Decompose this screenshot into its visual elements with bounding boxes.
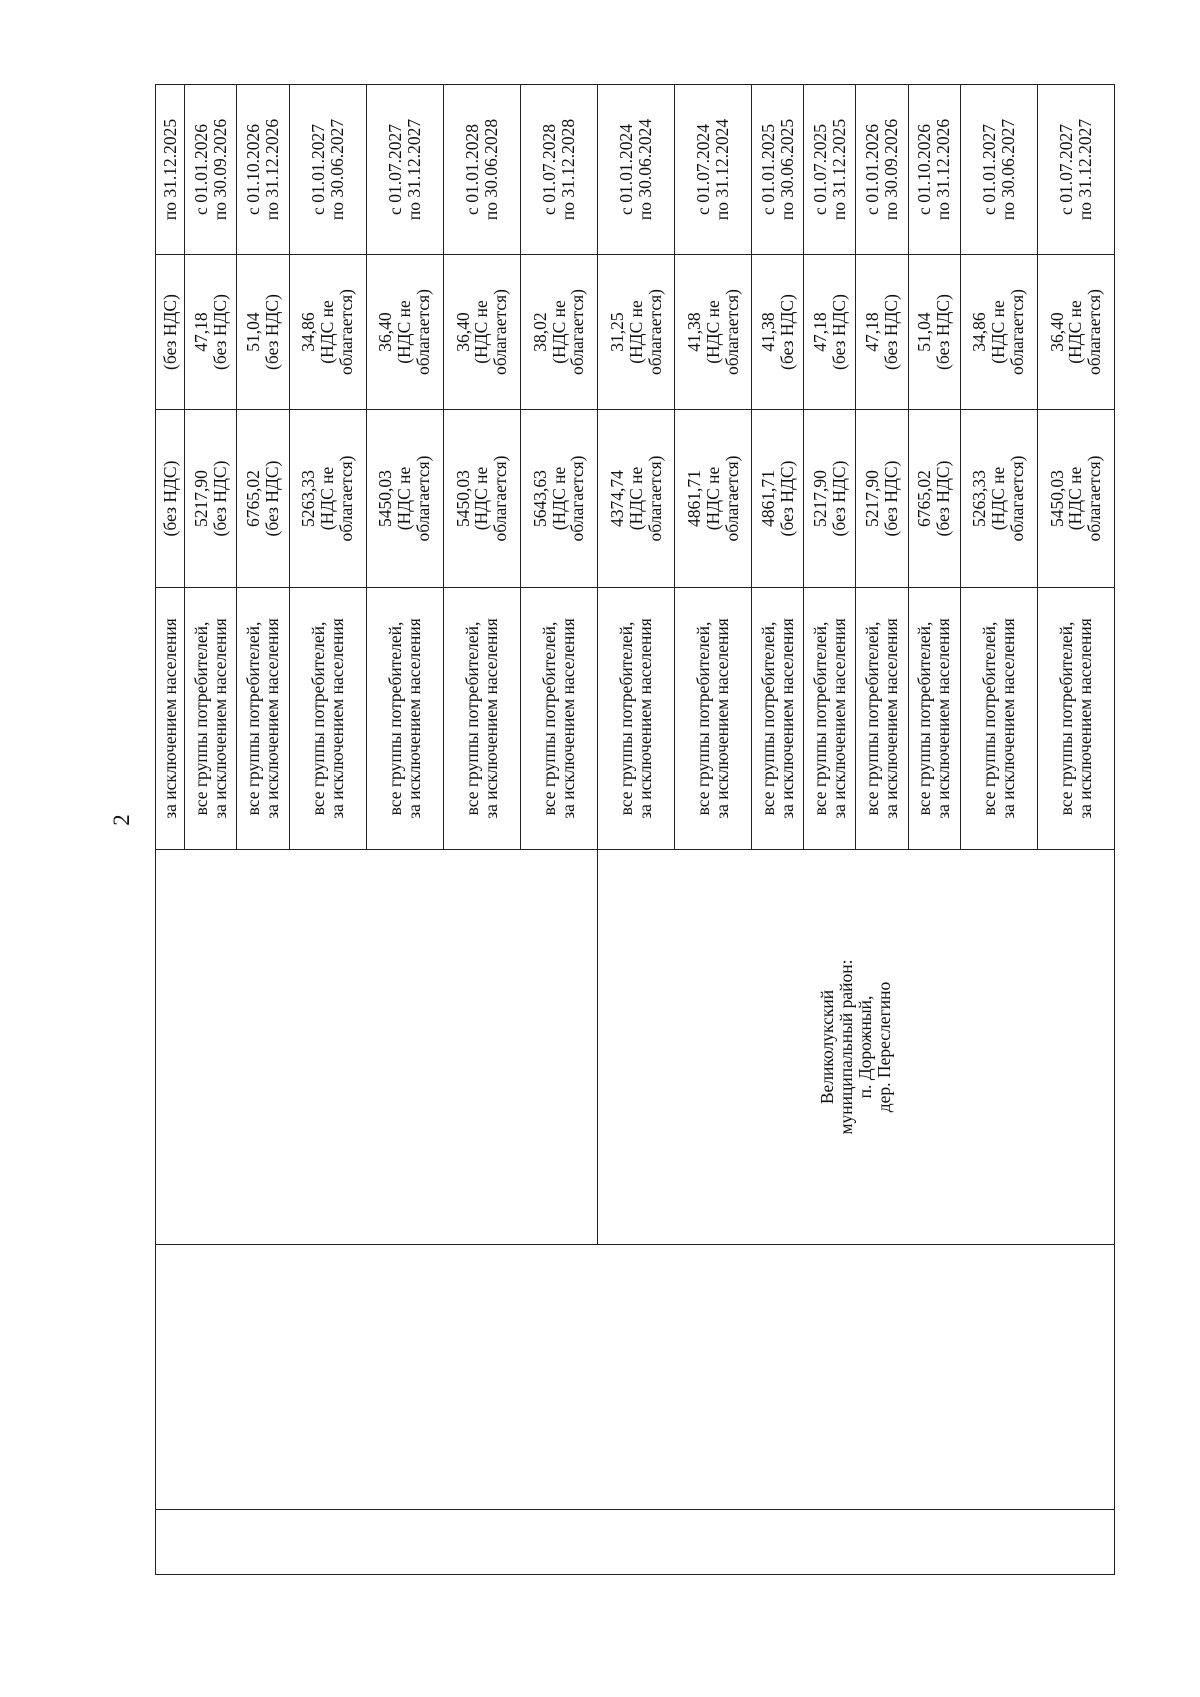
period-cell xyxy=(598,85,675,255)
consumer-group-cell-line: все группы потребителей, xyxy=(616,621,637,816)
tariff-value-cell-line: облагается) xyxy=(490,455,511,542)
consumer-group-cell xyxy=(1037,588,1114,850)
rate-value-cell-line: 38,02 xyxy=(529,312,550,352)
municipality-cell-line: муниципальный район: xyxy=(836,959,857,1135)
tariff-value-cell-line: 4861,71 xyxy=(757,470,778,527)
tariff-value-cell xyxy=(960,410,1037,588)
tariff-value-cell-line: (НДС не xyxy=(988,466,1009,531)
rate-value-cell-line: облагается) xyxy=(644,289,665,375)
rate-value-cell-line: (без НДС) xyxy=(159,294,180,370)
consumer-group-cell-line: за исключением населения xyxy=(635,618,656,819)
tariff-value-cell-line: 5450,03 xyxy=(452,470,473,527)
consumer-group-cell-line: за исключением населения xyxy=(480,618,501,819)
consumer-group-cell-line: за исключением населения xyxy=(403,618,424,819)
consumer-group-cell xyxy=(598,588,675,850)
period-cell-line: с 01.07.2027 xyxy=(384,124,405,215)
period-cell xyxy=(156,85,185,255)
tariff-value-cell-line: (без НДС) xyxy=(159,460,180,537)
rate-value-cell xyxy=(1037,255,1114,410)
consumer-group-cell xyxy=(856,588,908,850)
rate-value-cell-line: облагается) xyxy=(1007,289,1028,375)
consumer-group-cell-line: все группы потребителей, xyxy=(539,621,560,816)
tariff-value-cell-line: (без НДС) xyxy=(776,460,797,537)
rate-value-cell-line: (без НДС) xyxy=(828,294,849,370)
period-cell xyxy=(752,85,804,255)
consumer-group-cell-line: за исключением населения xyxy=(776,618,797,819)
tariff-value-cell-line: (НДС не xyxy=(1065,466,1086,531)
municipality-cell-line: п. Дорожный, xyxy=(855,995,875,1099)
rate-value-cell-line: облагается) xyxy=(1084,289,1105,375)
tariff-value-cell xyxy=(598,410,675,588)
period-cell xyxy=(675,85,752,255)
rate-value-cell xyxy=(520,255,597,410)
rate-value-cell-line: (без НДС) xyxy=(881,294,902,370)
tariff-value-cell xyxy=(675,410,752,588)
period-cell-line: по 31.12.2025 xyxy=(828,118,849,221)
tariff-value-cell xyxy=(1037,410,1114,588)
consumer-group-cell-line: все группы потребителей, xyxy=(384,621,405,816)
tariff-value-cell-line: (без НДС) xyxy=(209,460,230,537)
tariff-value-cell-line: (без НДС) xyxy=(881,460,902,537)
rate-value-cell xyxy=(185,255,237,410)
rate-value-cell xyxy=(675,255,752,410)
tariff-value-cell-line: 5263,33 xyxy=(298,470,319,527)
rate-value-cell-line: (НДС не xyxy=(1065,300,1086,364)
consumer-group-cell-line: за исключением населения xyxy=(1074,618,1095,819)
period-cell-line: по 31.12.2026 xyxy=(262,118,282,221)
rate-value-cell-line: 36,40 xyxy=(375,312,396,352)
consumer-group-cell xyxy=(366,588,443,850)
tariff-table-container xyxy=(155,85,1115,1575)
tariff-value-cell xyxy=(366,410,443,588)
rate-value-cell-line: (НДС не xyxy=(471,300,492,364)
rate-value-cell-line: 41,38 xyxy=(757,312,778,352)
consumer-group-cell-line: за исключением населения xyxy=(557,618,578,819)
period-cell-line: по 31.12.2026 xyxy=(933,118,954,221)
rate-value-cell-line: 47,18 xyxy=(810,312,831,352)
period-cell-line: по 31.12.2025 xyxy=(159,118,180,221)
period-cell-line: по 30.06.2027 xyxy=(326,118,347,221)
tariff-value-cell-line: облагается) xyxy=(413,455,434,542)
consumer-group-cell-line: все группы потребителей, xyxy=(461,621,482,816)
consumer-group-cell-line: все группы потребителей, xyxy=(810,621,831,816)
rate-value-cell-line: 47,18 xyxy=(190,312,211,352)
rate-value-cell-line: (без НДС) xyxy=(262,294,282,370)
tariff-table xyxy=(155,84,1115,1575)
consumer-group-cell-line: за исключением населения xyxy=(209,618,230,819)
tariff-value-cell xyxy=(908,410,960,588)
rate-value-cell-line: 34,86 xyxy=(298,312,319,352)
rate-value-cell-line: 36,40 xyxy=(1046,312,1067,352)
consumer-group-cell xyxy=(443,588,520,850)
rate-value-cell-line: облагается) xyxy=(567,289,588,375)
consumer-group-cell-line: все группы потребителей, xyxy=(307,621,328,816)
period-cell-line: с 01.07.2025 xyxy=(810,124,831,215)
tariff-value-cell-line: 5450,03 xyxy=(375,470,396,527)
consumer-group-cell xyxy=(960,588,1037,850)
tariff-value-cell xyxy=(804,410,856,588)
period-cell-line: по 31.12.2028 xyxy=(557,118,578,221)
period-cell xyxy=(520,85,597,255)
consumer-group-cell xyxy=(185,588,237,850)
rate-value-cell-line: (НДС не xyxy=(394,300,415,364)
page-number: 2 xyxy=(109,814,134,826)
rate-value-cell xyxy=(156,255,185,410)
tariff-value-cell-line: облагается) xyxy=(1007,455,1028,542)
tariff-value-cell xyxy=(752,410,804,588)
period-cell xyxy=(804,85,856,255)
rate-value-cell-line: 51,04 xyxy=(243,312,264,352)
rate-value-cell-line: (без НДС) xyxy=(933,294,954,370)
tariff-value-cell-line: 5450,03 xyxy=(1046,470,1067,527)
tariff-value-cell-line: облагается) xyxy=(336,455,357,542)
empty-supplier-cell xyxy=(156,1245,1115,1510)
period-cell-line: с 01.10.2026 xyxy=(243,124,264,215)
period-cell-line: по 30.06.2025 xyxy=(776,118,797,221)
rate-value-cell-line: облагается) xyxy=(721,289,742,375)
consumer-group-cell-line: за исключением населения xyxy=(712,618,733,819)
tariff-value-cell-line: (НДС не xyxy=(394,466,415,531)
tariff-value-cell-line: облагается) xyxy=(1084,455,1105,542)
consumer-group-cell-line: за исключением населения xyxy=(262,618,282,819)
consumer-group-cell xyxy=(237,588,289,850)
tariff-value-cell-line: (НДС не xyxy=(471,466,492,531)
tariff-value-cell-line: 5217,90 xyxy=(810,470,831,527)
tariff-value-cell-line: 6765,02 xyxy=(243,470,264,527)
rate-value-cell xyxy=(237,255,289,410)
tariff-table-body xyxy=(156,85,1115,1575)
municipality-cell xyxy=(598,850,1115,1245)
rate-value-cell xyxy=(443,255,520,410)
period-cell xyxy=(185,85,237,255)
rate-value-cell-line: 34,86 xyxy=(969,312,990,352)
period-cell-line: по 30.09.2026 xyxy=(209,118,230,221)
period-cell-line: с 01.01.2025 xyxy=(757,124,778,215)
consumer-group-cell-line: за исключением населения xyxy=(828,618,849,819)
period-cell-line: с 01.01.2028 xyxy=(461,124,482,215)
rate-value-cell-line: (без НДС) xyxy=(209,294,230,370)
tariff-value-cell xyxy=(443,410,520,588)
consumer-group-cell-line: все группы потребителей, xyxy=(757,621,778,816)
municipality-cell-line: Великолукский xyxy=(817,989,838,1105)
period-cell xyxy=(908,85,960,255)
tariff-value-cell xyxy=(156,410,185,588)
rate-value-cell xyxy=(908,255,960,410)
municipality-cell-previous xyxy=(156,850,598,1245)
rate-value-cell-line: (НДС не xyxy=(548,300,569,364)
period-cell-line: с 01.01.2026 xyxy=(862,124,883,215)
tariff-value-cell-line: 4374,74 xyxy=(606,470,627,527)
tariff-value-cell xyxy=(856,410,908,588)
tariff-value-cell-line: (без НДС) xyxy=(933,460,954,537)
rate-value-cell xyxy=(289,255,366,410)
consumer-group-cell-line: все группы потребителей, xyxy=(190,621,211,816)
consumer-group-cell-line: все группы потребителей, xyxy=(243,621,264,816)
consumer-group-cell xyxy=(752,588,804,850)
consumer-group-cell xyxy=(156,588,185,850)
consumer-group-cell-line: за исключением населения xyxy=(159,618,180,819)
period-cell-line: с 01.01.2026 xyxy=(190,124,211,215)
rate-value-cell-line: (НДС не xyxy=(317,300,338,364)
consumer-group-cell xyxy=(908,588,960,850)
period-cell-line: с 01.07.2027 xyxy=(1056,124,1077,215)
period-cell xyxy=(856,85,908,255)
consumer-group-cell-line: за исключением населения xyxy=(933,618,954,819)
period-cell-line: по 30.06.2024 xyxy=(635,118,656,221)
tariff-value-cell-line: 6765,02 xyxy=(914,470,935,527)
consumer-group-cell-line: все группы потребителей, xyxy=(693,621,714,816)
tariff-value-cell-line: (НДС не xyxy=(317,466,338,531)
tariff-value-cell-line: (без НДС) xyxy=(262,460,282,537)
period-cell xyxy=(443,85,520,255)
tariff-value-cell-line: (без НДС) xyxy=(828,460,849,537)
period-cell-line: с 01.10.2026 xyxy=(914,124,935,215)
tariff-value-cell-line: (НДС не xyxy=(625,466,646,531)
consumer-group-cell-line: за исключением населения xyxy=(881,618,902,819)
tariff-value-cell-line: 5643,63 xyxy=(529,470,550,527)
tariff-value-cell-line: (НДС не xyxy=(548,466,569,531)
tariff-value-cell-line: облагается) xyxy=(644,455,665,542)
tariff-value-cell-line: облагается) xyxy=(721,455,742,542)
consumer-group-cell xyxy=(520,588,597,850)
rate-value-cell xyxy=(856,255,908,410)
municipality-cell-line: дер. Переслегино xyxy=(873,981,894,1113)
empty-index-cell xyxy=(156,1510,1115,1575)
period-cell-line: с 01.01.2027 xyxy=(978,124,999,215)
period-cell-line: по 31.12.2027 xyxy=(403,118,424,221)
consumer-group-cell xyxy=(804,588,856,850)
period-cell xyxy=(1037,85,1114,255)
period-cell xyxy=(237,85,289,255)
rate-value-cell-line: облагается) xyxy=(336,289,357,375)
period-cell-line: с 01.07.2024 xyxy=(693,124,714,215)
consumer-group-cell-line: все группы потребителей, xyxy=(914,621,935,816)
rate-value-cell xyxy=(598,255,675,410)
consumer-group-cell-line: за исключением населения xyxy=(326,618,347,819)
rate-value-cell-line: облагается) xyxy=(413,289,434,375)
period-cell-line: по 30.06.2028 xyxy=(480,118,501,221)
period-cell xyxy=(289,85,366,255)
tariff-value-cell-line: 4861,71 xyxy=(683,470,704,527)
rate-value-cell xyxy=(804,255,856,410)
rate-value-cell-line: (НДС не xyxy=(988,300,1009,364)
period-cell-line: с 01.01.2027 xyxy=(307,124,328,215)
tariff-value-cell-line: 5217,90 xyxy=(190,470,211,527)
rate-value-cell-line: (НДС не xyxy=(702,300,723,364)
tariff-value-cell xyxy=(237,410,289,588)
tariff-value-cell xyxy=(289,410,366,588)
period-cell-line: по 30.09.2026 xyxy=(881,118,902,221)
rate-value-cell xyxy=(960,255,1037,410)
tariff-value-cell-line: 5263,33 xyxy=(969,470,990,527)
consumer-group-cell-line: все группы потребителей, xyxy=(978,621,999,816)
rate-value-cell-line: 47,18 xyxy=(862,312,883,352)
rate-value-cell-line: 31,25 xyxy=(606,312,627,352)
consumer-group-cell-line: все группы потребителей, xyxy=(862,621,883,816)
consumer-group-cell-line: все группы потребителей, xyxy=(1056,621,1077,816)
tariff-value-cell xyxy=(520,410,597,588)
rate-value-cell xyxy=(366,255,443,410)
tariff-value-cell-line: облагается) xyxy=(567,455,588,542)
rate-value-cell-line: 51,04 xyxy=(914,312,935,352)
rate-value-cell-line: облагается) xyxy=(490,289,511,375)
rate-value-cell-line: (без НДС) xyxy=(776,294,797,370)
period-cell-line: с 01.07.2028 xyxy=(539,124,560,215)
tariff-value-cell xyxy=(185,410,237,588)
tariff-value-cell-line: (НДС не xyxy=(702,466,723,531)
period-cell-line: с 01.01.2024 xyxy=(616,124,637,215)
period-cell-line: по 31.12.2027 xyxy=(1074,118,1095,221)
period-cell-line: по 30.06.2027 xyxy=(997,118,1018,221)
period-cell xyxy=(366,85,443,255)
tariff-value-cell-line: 5217,90 xyxy=(862,470,883,527)
consumer-group-cell xyxy=(289,588,366,850)
rate-value-cell xyxy=(752,255,804,410)
rate-value-cell-line: 36,40 xyxy=(452,312,473,352)
table-row xyxy=(156,85,185,1575)
period-cell-line: по 31.12.2024 xyxy=(712,118,733,221)
rate-value-cell-line: 41,38 xyxy=(683,312,704,352)
rate-value-cell-line: (НДС не xyxy=(625,300,646,364)
consumer-group-cell-line: за исключением населения xyxy=(997,618,1018,819)
consumer-group-cell xyxy=(675,588,752,850)
period-cell xyxy=(960,85,1037,255)
